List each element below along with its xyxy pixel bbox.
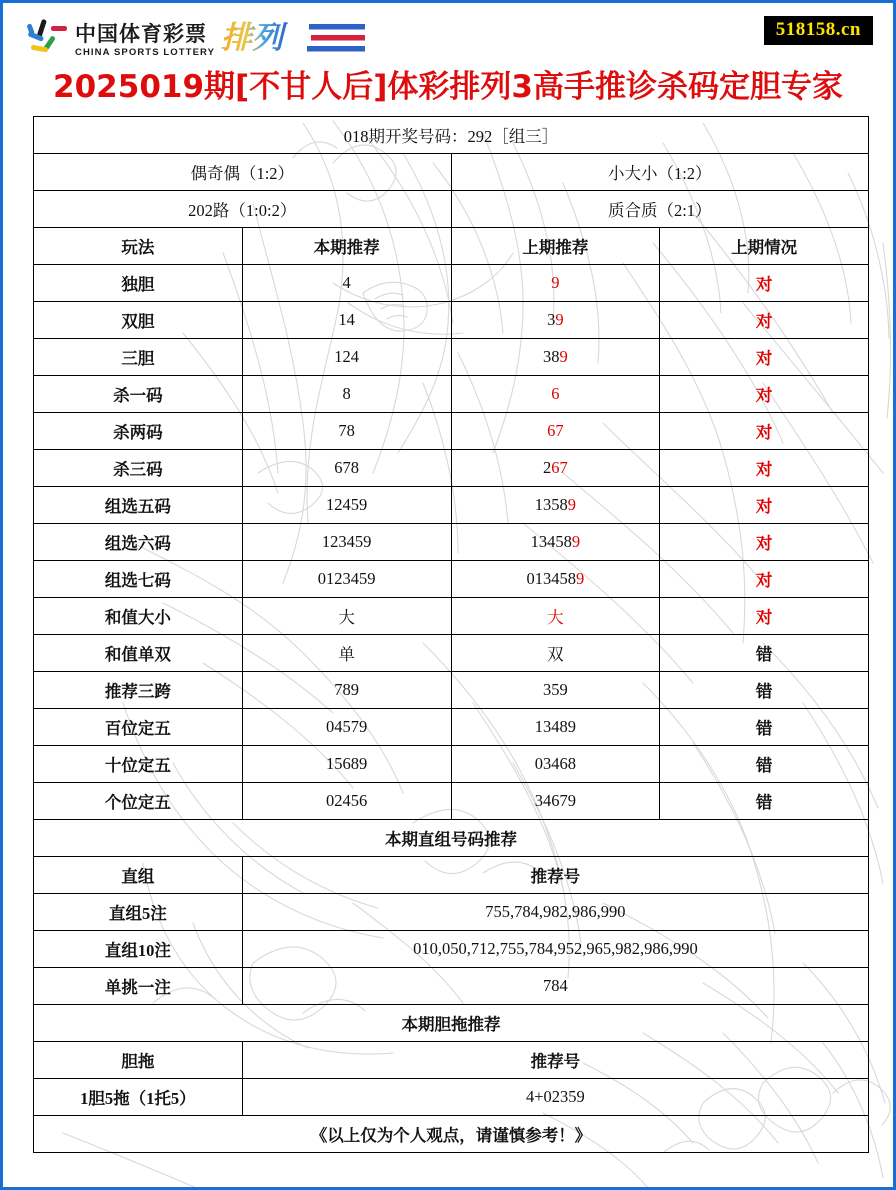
row-previous-recommendation	[451, 708, 660, 745]
row-previous-recommendation	[451, 782, 660, 819]
row-numbers: 784	[242, 967, 868, 1004]
table-row	[34, 301, 869, 338]
table-header-row	[34, 227, 869, 264]
status-badge: 对	[755, 459, 773, 479]
row-play-label: 独胆	[34, 264, 243, 301]
brand-name-cn: 中国体育彩票	[75, 21, 207, 46]
row-play-label: 个位定五	[34, 782, 243, 819]
prev-matched-digits: 9	[571, 531, 581, 551]
row-label: 直组5注	[34, 893, 243, 930]
table-row	[34, 782, 869, 819]
footer-section	[34, 1115, 869, 1152]
site-header	[3, 3, 893, 67]
prev-unmatched-digits: 13489	[534, 716, 576, 736]
zhizu-header-row	[34, 856, 869, 893]
row-label: 直组10注	[34, 930, 243, 967]
prediction-rows	[34, 264, 869, 819]
row-previous-status	[660, 523, 869, 560]
row-previous-status	[660, 708, 869, 745]
prev-unmatched-digits: 3	[547, 309, 556, 329]
status-badge: 对	[755, 422, 773, 442]
row-play-label: 组选六码	[34, 523, 243, 560]
prime-composite-cell: 质合质（2:1）	[451, 190, 869, 227]
prev-matched-digits: 大	[547, 607, 564, 627]
prev-unmatched-digits: 38	[543, 346, 560, 366]
row-label: 单挑一注	[34, 967, 243, 1004]
th-zhizu-numbers: 推荐号	[242, 856, 868, 893]
row-previous-recommendation	[451, 301, 660, 338]
row-current-recommendation: 大	[242, 597, 451, 634]
row-previous-recommendation	[451, 634, 660, 671]
row-current-recommendation: 678	[242, 449, 451, 486]
row-previous-recommendation	[451, 449, 660, 486]
road-cell: 202路（1:0:2）	[34, 190, 452, 227]
brand-logo	[27, 13, 371, 57]
row-play-label: 双胆	[34, 301, 243, 338]
row-numbers: 755,784,982,986,990	[242, 893, 868, 930]
table-row	[34, 449, 869, 486]
th-zhizu: 直组	[34, 856, 243, 893]
row-current-recommendation: 15689	[242, 745, 451, 782]
row-current-recommendation: 14	[242, 301, 451, 338]
dantuo-title-row	[34, 1004, 869, 1041]
draw-number-row	[34, 116, 869, 153]
row-play-label: 组选五码	[34, 486, 243, 523]
status-badge: 错	[755, 755, 773, 775]
th-dantuo-numbers: 推荐号	[242, 1041, 868, 1078]
row-previous-recommendation	[451, 264, 660, 301]
prev-matched-digits: 9	[551, 272, 560, 292]
table-row	[34, 523, 869, 560]
row-play-label: 组选七码	[34, 560, 243, 597]
zhizu-section-title: 本期直组号码推荐	[34, 819, 869, 856]
attr-row-1	[34, 153, 869, 190]
prev-unmatched-digits: 03468	[534, 753, 576, 773]
prev-unmatched-digits: 双	[547, 644, 564, 664]
row-previous-status	[660, 671, 869, 708]
status-badge: 对	[755, 348, 773, 368]
big-small-cell: 小大小（1:2）	[451, 153, 869, 190]
th-previous: 上期推荐	[451, 227, 660, 264]
odd-even-cell: 偶奇偶（1:2）	[34, 153, 452, 190]
table-row	[34, 671, 869, 708]
disclaimer-note: 《以上仅为个人观点，请谨慎参考！》	[34, 1115, 869, 1152]
dantuo-header-row	[34, 1041, 869, 1078]
table-row	[34, 930, 869, 967]
page-title: 2025019期[不甘人后]体彩排列3高手推诊杀码定胆专家	[53, 69, 843, 105]
row-previous-status	[660, 449, 869, 486]
row-previous-status	[660, 745, 869, 782]
table-row	[34, 634, 869, 671]
site-url-badge[interactable]: 518158.cn	[764, 16, 873, 45]
row-current-recommendation: 78	[242, 412, 451, 449]
th-dantuo: 胆拖	[34, 1041, 243, 1078]
status-badge: 对	[755, 385, 773, 405]
table-row	[34, 597, 869, 634]
row-current-recommendation: 04579	[242, 708, 451, 745]
prev-matched-digits: 67	[547, 420, 564, 440]
row-label: 1胆5拖（1托5）	[34, 1078, 243, 1115]
row-current-recommendation: 4	[242, 264, 451, 301]
prev-matched-digits: 6	[551, 383, 560, 403]
row-current-recommendation: 0123459	[242, 560, 451, 597]
row-previous-recommendation	[451, 745, 660, 782]
prev-unmatched-digits: 34679	[534, 790, 576, 810]
row-current-recommendation: 8	[242, 375, 451, 412]
attr-row-2	[34, 190, 869, 227]
row-previous-recommendation	[451, 412, 660, 449]
row-previous-status	[660, 338, 869, 375]
row-play-label: 百位定五	[34, 708, 243, 745]
status-badge: 对	[755, 311, 773, 331]
prev-matched-digits: 67	[551, 457, 568, 477]
row-play-label: 十位定五	[34, 745, 243, 782]
table-row	[34, 412, 869, 449]
row-previous-status	[660, 634, 869, 671]
row-previous-recommendation	[451, 560, 660, 597]
prediction-table	[33, 116, 869, 1153]
brand-name-en: CHINA SPORTS LOTTERY	[75, 46, 216, 58]
game-logo-pailie3	[221, 17, 371, 57]
svg-text:排列: 排列	[221, 20, 284, 56]
prev-matched-digits: 9	[555, 309, 564, 329]
footer-row	[34, 1115, 869, 1152]
prediction-table-wrap	[33, 116, 863, 1153]
row-previous-recommendation	[451, 671, 660, 708]
row-play-label: 杀一码	[34, 375, 243, 412]
table-row	[34, 375, 869, 412]
status-badge: 错	[755, 681, 773, 701]
status-badge: 对	[755, 607, 773, 627]
th-current: 本期推荐	[242, 227, 451, 264]
row-previous-recommendation	[451, 338, 660, 375]
row-previous-recommendation	[451, 375, 660, 412]
table-row	[34, 338, 869, 375]
status-badge: 错	[755, 792, 773, 812]
row-current-recommendation: 123459	[242, 523, 451, 560]
row-play-label: 杀两码	[34, 412, 243, 449]
row-play-label: 三胆	[34, 338, 243, 375]
row-previous-status	[660, 597, 869, 634]
china-sports-lottery-logo-icon	[27, 17, 71, 57]
row-previous-status	[660, 486, 869, 523]
zhizu-rows	[34, 893, 869, 1004]
table-row	[34, 708, 869, 745]
table-row	[34, 967, 869, 1004]
draw-number-cell: 018期开奖号码：292［组三］	[34, 116, 869, 153]
status-badge: 对	[755, 496, 773, 516]
prev-unmatched-digits: 1358	[534, 494, 568, 514]
table-body	[34, 116, 869, 264]
prev-matched-digits: 9	[559, 346, 568, 366]
status-badge: 对	[755, 570, 773, 590]
dantuo-section-title: 本期胆拖推荐	[34, 1004, 869, 1041]
row-previous-status	[660, 560, 869, 597]
zhizu-section	[34, 819, 869, 893]
row-previous-status	[660, 375, 869, 412]
status-badge: 对	[755, 274, 773, 294]
prev-unmatched-digits: 2	[543, 457, 552, 477]
row-current-recommendation: 单	[242, 634, 451, 671]
table-row	[34, 745, 869, 782]
dantuo-rows	[34, 1078, 869, 1115]
row-play-label: 和值单双	[34, 634, 243, 671]
row-play-label: 杀三码	[34, 449, 243, 486]
dantuo-section	[34, 1004, 869, 1078]
row-current-recommendation: 02456	[242, 782, 451, 819]
table-row	[34, 486, 869, 523]
prev-unmatched-digits: 013458	[526, 568, 576, 588]
row-current-recommendation: 124	[242, 338, 451, 375]
row-play-label: 推荐三跨	[34, 671, 243, 708]
row-previous-recommendation	[451, 486, 660, 523]
row-numbers: 4+02359	[242, 1078, 868, 1115]
row-previous-status	[660, 412, 869, 449]
row-current-recommendation: 789	[242, 671, 451, 708]
row-numbers: 010,050,712,755,784,952,965,982,986,990	[242, 930, 868, 967]
prev-unmatched-digits: 13458	[530, 531, 572, 551]
zhizu-title-row	[34, 819, 869, 856]
status-badge: 对	[755, 533, 773, 553]
prev-unmatched-digits: 359	[543, 679, 568, 699]
row-previous-recommendation	[451, 523, 660, 560]
row-previous-status	[660, 301, 869, 338]
prev-matched-digits: 9	[567, 494, 576, 514]
row-previous-recommendation	[451, 597, 660, 634]
row-previous-status	[660, 264, 869, 301]
status-badge: 错	[755, 718, 773, 738]
table-row	[34, 560, 869, 597]
row-play-label: 和值大小	[34, 597, 243, 634]
prev-matched-digits: 9	[576, 568, 585, 588]
status-badge: 错	[755, 644, 773, 664]
th-play: 玩法	[34, 227, 243, 264]
table-row	[34, 264, 869, 301]
table-row	[34, 893, 869, 930]
table-row	[34, 1078, 869, 1115]
th-status: 上期情况	[660, 227, 869, 264]
row-previous-status	[660, 782, 869, 819]
row-current-recommendation: 12459	[242, 486, 451, 523]
